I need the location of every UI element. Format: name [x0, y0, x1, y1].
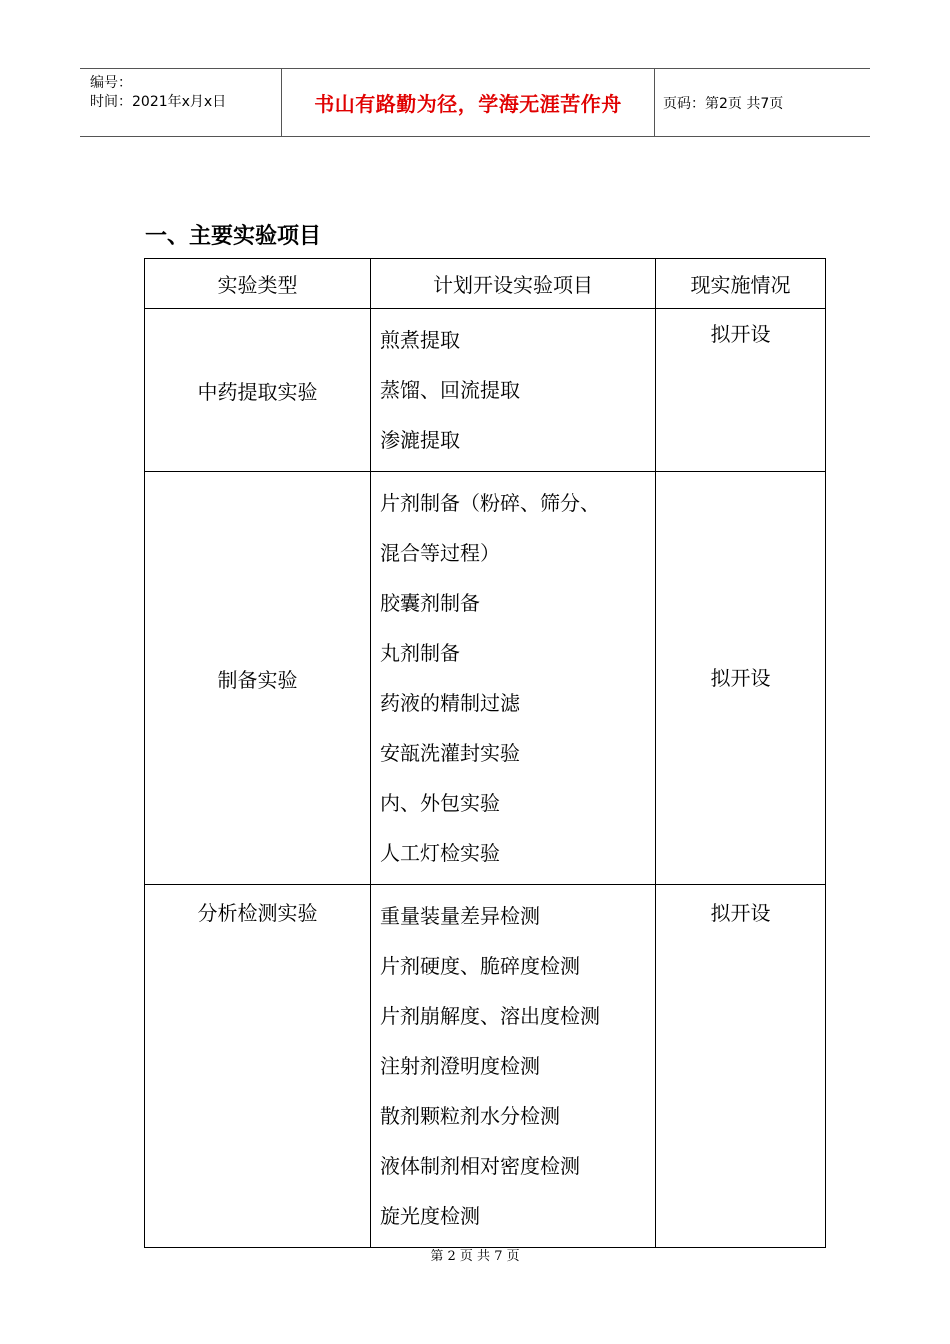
status-cell	[656, 472, 826, 885]
header-motto: 书山有路勤为径，学海无涯苦作舟	[314, 92, 622, 116]
status-text: 拟开设	[710, 901, 771, 925]
experiment-type: 中药提取实验	[197, 379, 318, 404]
experiment-item: 片剂制备（粉碎、筛分、	[380, 491, 600, 515]
experiment-type-cell	[145, 472, 371, 885]
header-motto-cell	[282, 69, 655, 136]
experiment-item: 片剂崩解度、溶出度检测	[380, 1004, 600, 1028]
experiment-item: 渗漉提取	[380, 428, 460, 452]
table-header-row	[145, 259, 826, 309]
experiment-item: 重量装量差异检测	[380, 904, 540, 928]
experiment-item: 药液的精制过滤	[380, 691, 520, 715]
page-header	[80, 68, 870, 137]
experiment-items-cell	[371, 472, 656, 885]
experiment-item: 液体制剂相对密度检测	[380, 1154, 580, 1178]
column-header-items: 计划开设实验项目	[371, 259, 656, 309]
experiment-item: 人工灯检实验	[380, 841, 500, 865]
experiment-item: 煎煮提取	[380, 328, 460, 352]
header-meta-cell	[80, 69, 282, 136]
experiment-items-cell	[371, 885, 656, 1248]
experiment-type-cell	[145, 885, 371, 1248]
header-page-info: 页码：第2页 共7页	[663, 95, 784, 112]
experiment-table	[144, 258, 826, 1248]
experiment-item: 注射剂澄明度检测	[380, 1054, 540, 1078]
experiment-item: 混合等过程）	[380, 541, 500, 565]
experiment-item: 安瓿洗灌封实验	[380, 741, 520, 765]
status-cell	[656, 885, 826, 1248]
table-row	[145, 309, 826, 472]
experiment-type: 制备实验	[217, 667, 298, 692]
section-title: 一、主要实验项目	[145, 224, 322, 249]
experiment-item: 旋光度检测	[380, 1204, 480, 1228]
header-page-cell	[655, 69, 870, 136]
experiment-type-cell	[145, 309, 371, 472]
experiment-item: 蒸馏、回流提取	[380, 378, 520, 402]
table-row	[145, 885, 826, 1248]
status-text: 拟开设	[710, 666, 771, 690]
status-text: 拟开设	[710, 322, 771, 346]
table-row	[145, 472, 826, 885]
status-cell	[656, 309, 826, 472]
experiment-item: 内、外包实验	[380, 791, 500, 815]
experiment-items-cell	[371, 309, 656, 472]
experiment-item: 散剂颗粒剂水分检测	[380, 1104, 560, 1128]
document-time-label: 时间：2021年x月x日	[90, 94, 227, 110]
experiment-item: 丸剂制备	[380, 641, 460, 665]
page-footer: 第 2 页 共 7 页	[430, 1249, 520, 1264]
experiment-item: 胶囊剂制备	[380, 591, 480, 615]
document-number-label: 编号：	[90, 75, 132, 91]
experiment-item: 片剂硬度、脆碎度检测	[380, 954, 580, 978]
column-header-type: 实验类型	[145, 259, 371, 309]
experiment-type: 分析检测实验	[197, 901, 318, 925]
column-header-status: 现实施情况	[656, 259, 826, 309]
